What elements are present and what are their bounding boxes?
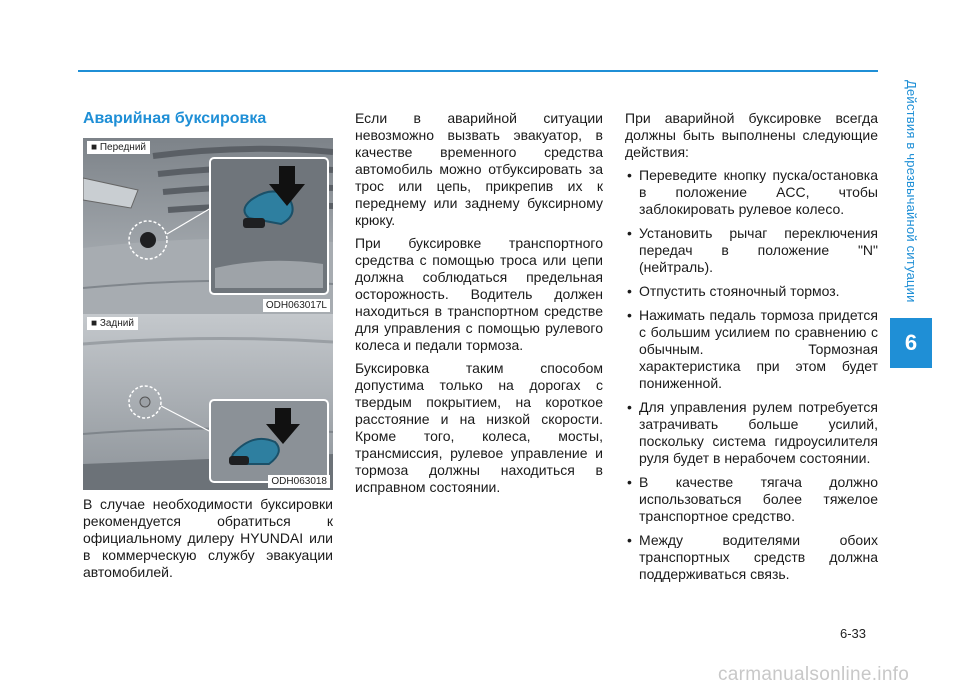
rear-figure-code: ODH063018	[268, 475, 330, 488]
front-figure-code: ODH063017L	[263, 299, 330, 312]
list-item: • Нажимать педаль тормоза придется с большим усилием по сравнению с обычным. Тормозная характеристика при этом будет пониженной.	[627, 307, 878, 391]
column-3-text	[625, 110, 878, 590]
list-item: • Переведите кнопку пуска/остановка в положение ACC, чтобы заблокировать рулевое колесо.	[627, 167, 878, 217]
chapter-side-title: Действия в чрезвычайной ситуации	[904, 80, 919, 303]
rear-tow-hook-figure	[83, 314, 333, 490]
dealer-paragraph: В случае необходимости буксировки рекомендуется обратиться к официальному дилеру HYUNDAI или в коммерческую службу эвакуации автомобилей.	[83, 496, 333, 580]
bullet-icon: •	[627, 532, 632, 548]
procedure-list	[625, 167, 878, 583]
intro-paragraph: При аварийной буксировке всегда должны быть выполнены следующие действия:	[625, 110, 878, 160]
bullet-icon: •	[627, 167, 632, 183]
rear-bumper-illustration	[83, 314, 333, 490]
page-number: 6-33	[840, 626, 867, 641]
watermark: carmanualsonline.info	[718, 664, 910, 685]
front-tow-hook-figure	[83, 138, 333, 314]
section-title: Аварийная буксировка	[83, 110, 267, 127]
list-item: • Между водителями обоих транспортных средств должна поддерживаться связь.	[627, 532, 878, 582]
column-1-text	[83, 496, 333, 587]
top-rule	[78, 70, 878, 72]
paragraph: При буксировке транспортного средства с помощью троса или цепи должна соблюдаться предельная осторожность. Водитель должен находиться в транспортном средстве для управления с помощью рулевого колеса и педали тормоза.	[355, 235, 603, 353]
bullet-icon: •	[627, 307, 632, 323]
bullet-icon: •	[627, 225, 632, 241]
chapter-number-tab[interactable]: 6	[890, 318, 932, 368]
list-item: • В качестве тягача должно использоваться более тяжелое транспортное средство.	[627, 474, 878, 524]
front-figure-label: ■ Передний	[87, 141, 150, 154]
front-bumper-illustration	[83, 138, 333, 314]
list-item: • Установить рычаг переключения передач в положение "N" (нейтраль).	[627, 225, 878, 275]
bullet-icon: •	[627, 474, 632, 490]
column-2-text	[355, 110, 603, 502]
rear-figure-label: ■ Задний	[87, 317, 138, 330]
paragraph: Буксировка таким способом допустима только на дорогах с твердым покрытием, на короткое расстояние и на низкой скорости. Кроме того, колеса, мосты, трансмиссия, рулевое управление и тормоза должны находиться в исправном состоянии.	[355, 360, 603, 495]
paragraph: Если в аварийной ситуации невозможно вызвать эвакуатор, в качестве временного средства автомобиль можно отбуксировать за трос или цепь, прикрепив их к переднему или заднему буксирному крюку.	[355, 110, 603, 228]
list-item: • Для управления рулем потребуется затрачивать больше усилий, поскольку система гидроусилителя руля будет в нерабочем состоянии.	[627, 399, 878, 466]
list-item: • Отпустить стояночный тормоз.	[627, 283, 840, 299]
bullet-icon: •	[627, 399, 632, 415]
bullet-icon: •	[627, 283, 632, 299]
